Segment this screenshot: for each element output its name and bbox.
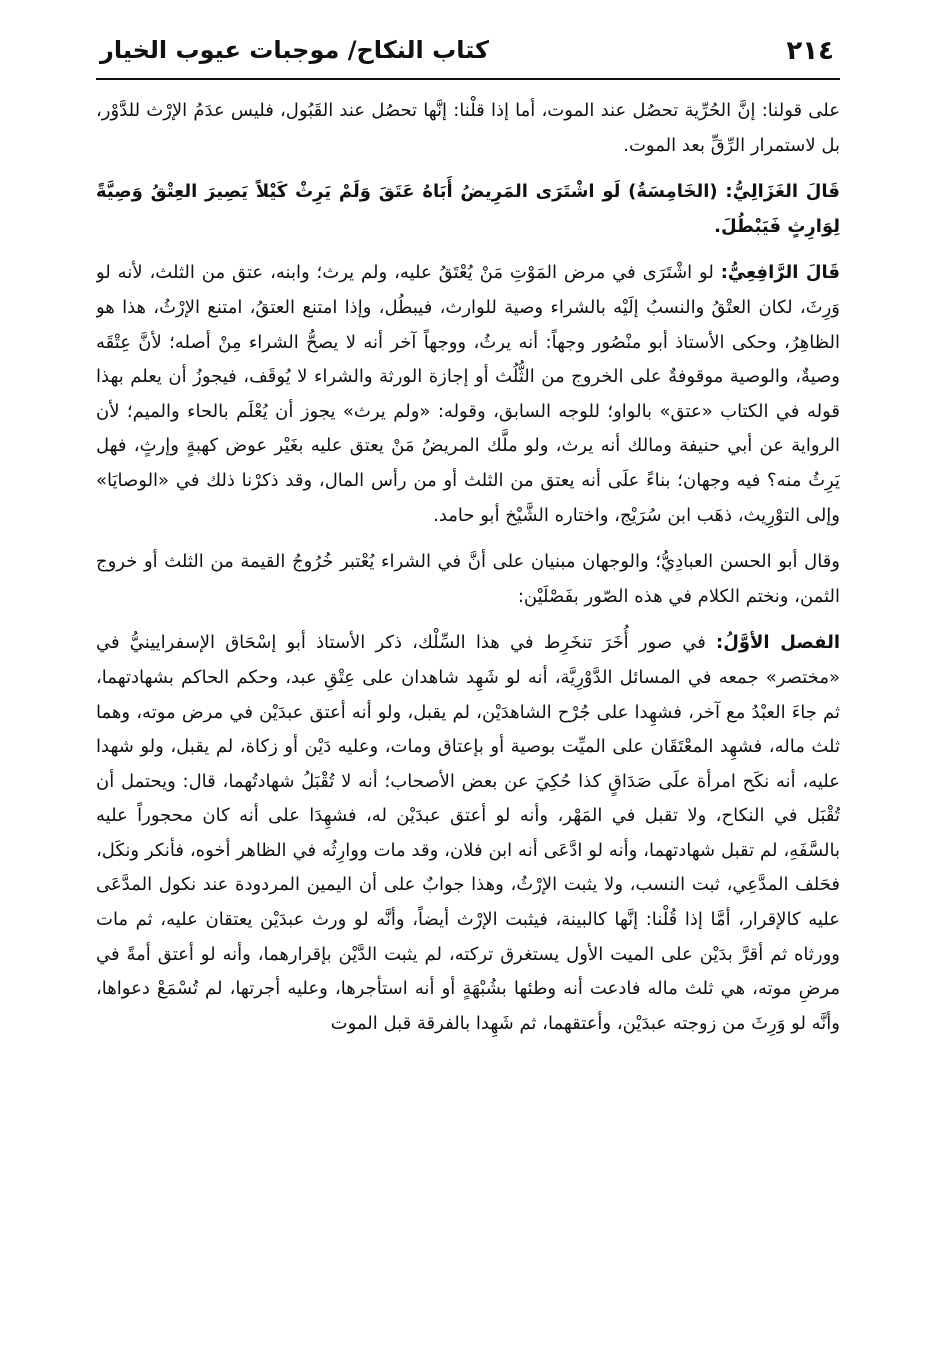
paragraph-text: في صور أُخَرَ تنخَرِط في هذا السِّلْك، ذكر الأستاذ أبو إسْحَاق الإسفرايينيُّ في «مختصر» جمعه في المسائل الدَّوْرِيَّة، أنه لو شَهِد شاهدان على عِتْقِ عبد، وحكم الحاكم بشهادتهما، ثم جاءَ العبْدُ مع آخر، فشهِدا على جُرْح الشاهدَيْن، لم يقبل، ولو أنه أعتق عبدَيْن في مرض موته، وهما ثلث ماله، فشهِد المعْتَقَان على الميِّت بوصية أو بإعتاق ومات، وعليه دَيْن أو زكاة، لم يقبل، ولو شهدا عليه، أنه نكَح امرأة علَى صَدَاقٍ كذا حُكِيَ عن بعض الأصحاب؛ أنه لا تُقْبَلُ شهادتُهما، قال: ويحتمل أن تُقْبَل في النكاح، ولا تقبل في المَهْر، وأنه لو أعتق عبدَيْن له، فشهِدَا على أنه كان محجوراً عليه بالسَّفَهِ، لم تقبل شهادتهما، وأنه لو ادَّعَى أنه ابن فلان، وقد مات ووارِثُه في الظاهر أخوه، فأنكر ونكَل، فحَلف المدَّعِي، ثبت النسب، ولا يثبت الإرْثُ، وهذا جوابٌ على أن اليمين المردودة عند نكول المدَّعَى عليه كالإقرار، أمَّا إذا قُلْنا: إنَّها كالبينة، فيثبت الإرْث أيضاً، وأنَّه لو ورث عبدَيْن يعتقان عليه، ثم مات وورثاه ثم أقرَّ بدَيْن على الميت الأول يستغرق تركته، لم يثبت الدَّيْن بإقرارهما، وأنه لو أعتق أمةً في مرضِ موته، هي ثلث ماله فادعت أنه وطئها بشُبْهَةٍ أو أنه استأجرها، وعليه أجرتها، لم تُسْمَعْ دعواها، وأنَّه لو وَرِثَ من زوجته عبدَيْن، وأعتقهما، ثم شَهِدا بالفرقة قبل الموت (96, 632, 840, 1034)
paragraph-first-section (96, 626, 840, 1041)
header-divider (96, 78, 840, 80)
paragraph-abadi (96, 545, 840, 614)
paragraph-text: على قولنا: إنَّ الحُرِّية تحصُل عند الموت، أما إذا قلْنا: إنَّها تحصُل عند القَبُول، فليس عدَمُ الإرْث للدَّوْر، بل لاستمرار الرِّقِّ بعد الموت. (96, 100, 840, 156)
speaker-label-rafii: قَالَ الرَّافِعِيُّ: (720, 262, 840, 284)
running-title: كتاب النكاح/ موجبات عيوب الخيار (100, 36, 490, 64)
page-number: ٢١٤ (786, 36, 834, 66)
page-header (96, 30, 840, 76)
paragraph-text: (الخَامِسَةُ) لَو اشْتَرَى المَرِيضُ أَبَاهُ عَتَقَ وَلَمْ يَرِثْ كَيْلاً يَصِيرَ العِتْقُ وَصِيَّةً لِوَارِثٍ فَيَبْطُلَ. (96, 181, 840, 237)
paragraph-text: لو اشْتَرَى في مرض المَوْتِ مَنْ يُعْتَقُ عليه، ولم يرث؛ وابنه، عتق من الثلث، لأنه لو وَرِثَ، لكان العتْقُ والنسبُ إلَيْه بالشراء وصية للوارث، فيبطُل، وإذا امتنع العتقُ، امتنع الإرْثُ، هذا هو الظاهِرُ، وحكى الأستاذ أبو منْصُور وجهاً: أنه يرثُ، ووجهاً آخر أنه لا يصحُّ الشراء مِنْ أصله؛ لأنَّ عِتْقَه وصيةٌ، والوصية موقوفةٌ على الخروج من الثُّلُث أو إجازة الورثة والشراء لا يُوقَف، فيجوزُ أن يعلم بهذا قوله في الكتاب «عتق» بالواو؛ للوجه السابق، وقوله: «ولم يرث» يجوز أن يُعْلَم بالحاء والميم؛ لأن الرواية عن أبي حنيفة ومالك أنه يرث، ولو ملَّك المريضُ مَنْ يعتق عليه بغَيْر عوض كهبةٍ وإرثٍ، فهل يَرِثُ منه؟ فيه وجهان؛ بناءً علَى أنه يعتق من الثلث أو من رأس المال، وقد ذكرْنا ذلك في «الوصايَا» وإلى التوْرِيث، ذهَب ابن سُرَيْج، واختاره الشَّيْخ أبو حامد. (96, 262, 840, 526)
paragraph-1 (96, 94, 840, 163)
speaker-label-ghazali: قَالَ الغَزَالِيُّ: (725, 181, 840, 203)
section-label-first: الفصل الأوَّلُ: (716, 632, 840, 654)
paragraph-ghazali-rule (96, 175, 840, 244)
body-text (96, 94, 840, 1294)
paragraph-rafii-commentary (96, 256, 840, 533)
paragraph-text: وقال أبو الحسن العبادِيُّ؛ والوجهان مبنيان على أنَّ في الشراء يُعْتبر خُرُوجُ القيمة من الثلث أو خروج الثمن، ونختم الكلام في هذه الصّور بفَصْلَيْن: (96, 551, 840, 607)
